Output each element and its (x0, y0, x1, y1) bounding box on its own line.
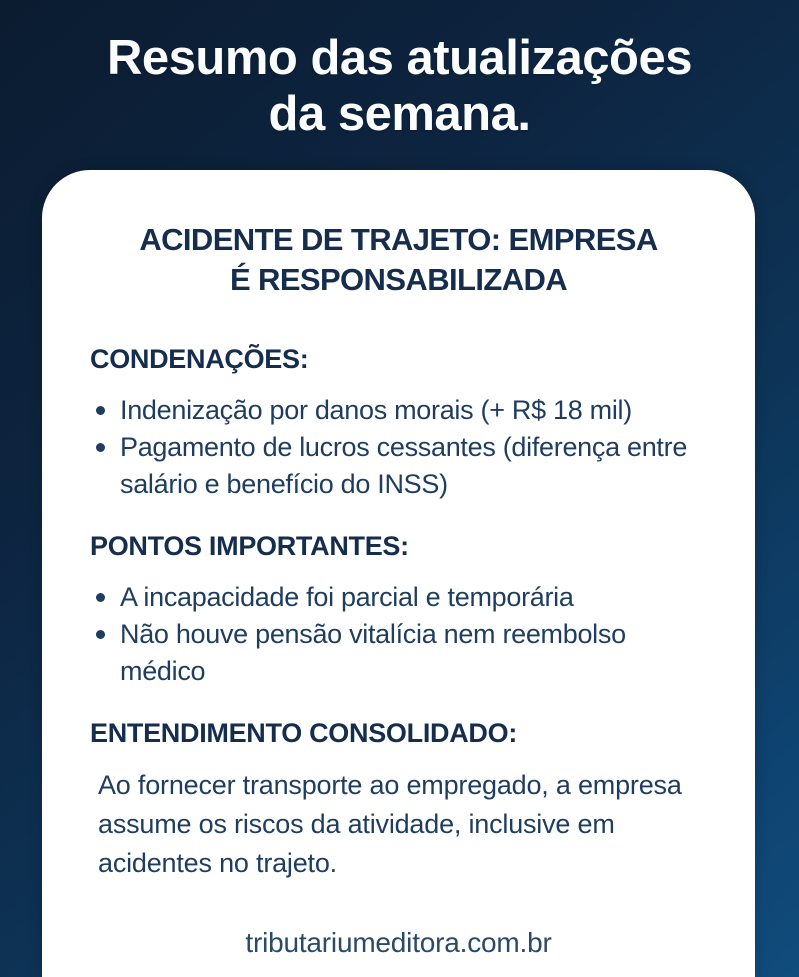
section-pontos-importantes (90, 529, 707, 690)
bullet-text: Indenização por danos morais (+ R$ 18 mil) (120, 395, 632, 425)
bullet-text: A incapacidade foi parcial e temporária (120, 582, 574, 612)
header-title-line2: da semana. (268, 87, 531, 141)
header-title-line1: Resumo das atualizações (107, 31, 692, 85)
card-title (90, 220, 707, 300)
website-url: tributariumeditora.com.br (245, 927, 552, 958)
post-header (0, 30, 799, 142)
bullet-icon (96, 593, 105, 602)
section-entendimento-consolidado (90, 716, 707, 883)
bullet-list (90, 392, 707, 503)
bullet-icon (96, 630, 105, 639)
card-title-line1: ACIDENTE DE TRAJETO: EMPRESA (139, 222, 658, 257)
section-paragraph: Ao fornecer transporte ao empregado, a empresa assume os riscos da atividade, inclusive em acidentes no trajeto. (98, 770, 682, 878)
section-heading: ENTENDIMENTO CONSOLIDADO: (90, 718, 518, 748)
bullet-text: Pagamento de lucros cessantes (diferença entre salário e benefício do INSS) (120, 432, 688, 499)
bullet-item (90, 392, 707, 429)
bullet-icon (96, 443, 105, 452)
content-card (42, 170, 755, 977)
bullet-item (90, 429, 707, 503)
bullet-item (90, 579, 707, 616)
bullet-item (90, 616, 707, 690)
section-heading: CONDENAÇÕES: (90, 344, 309, 374)
section-condenacoes (90, 342, 707, 503)
section-heading: PONTOS IMPORTANTES: (90, 531, 409, 561)
bullet-list (90, 579, 707, 690)
card-title-line2: É RESPONSABILIZADA (229, 262, 568, 297)
bullet-icon (96, 406, 105, 415)
bullet-text: Não houve pensão vitalícia nem reembolso médico (120, 619, 626, 686)
